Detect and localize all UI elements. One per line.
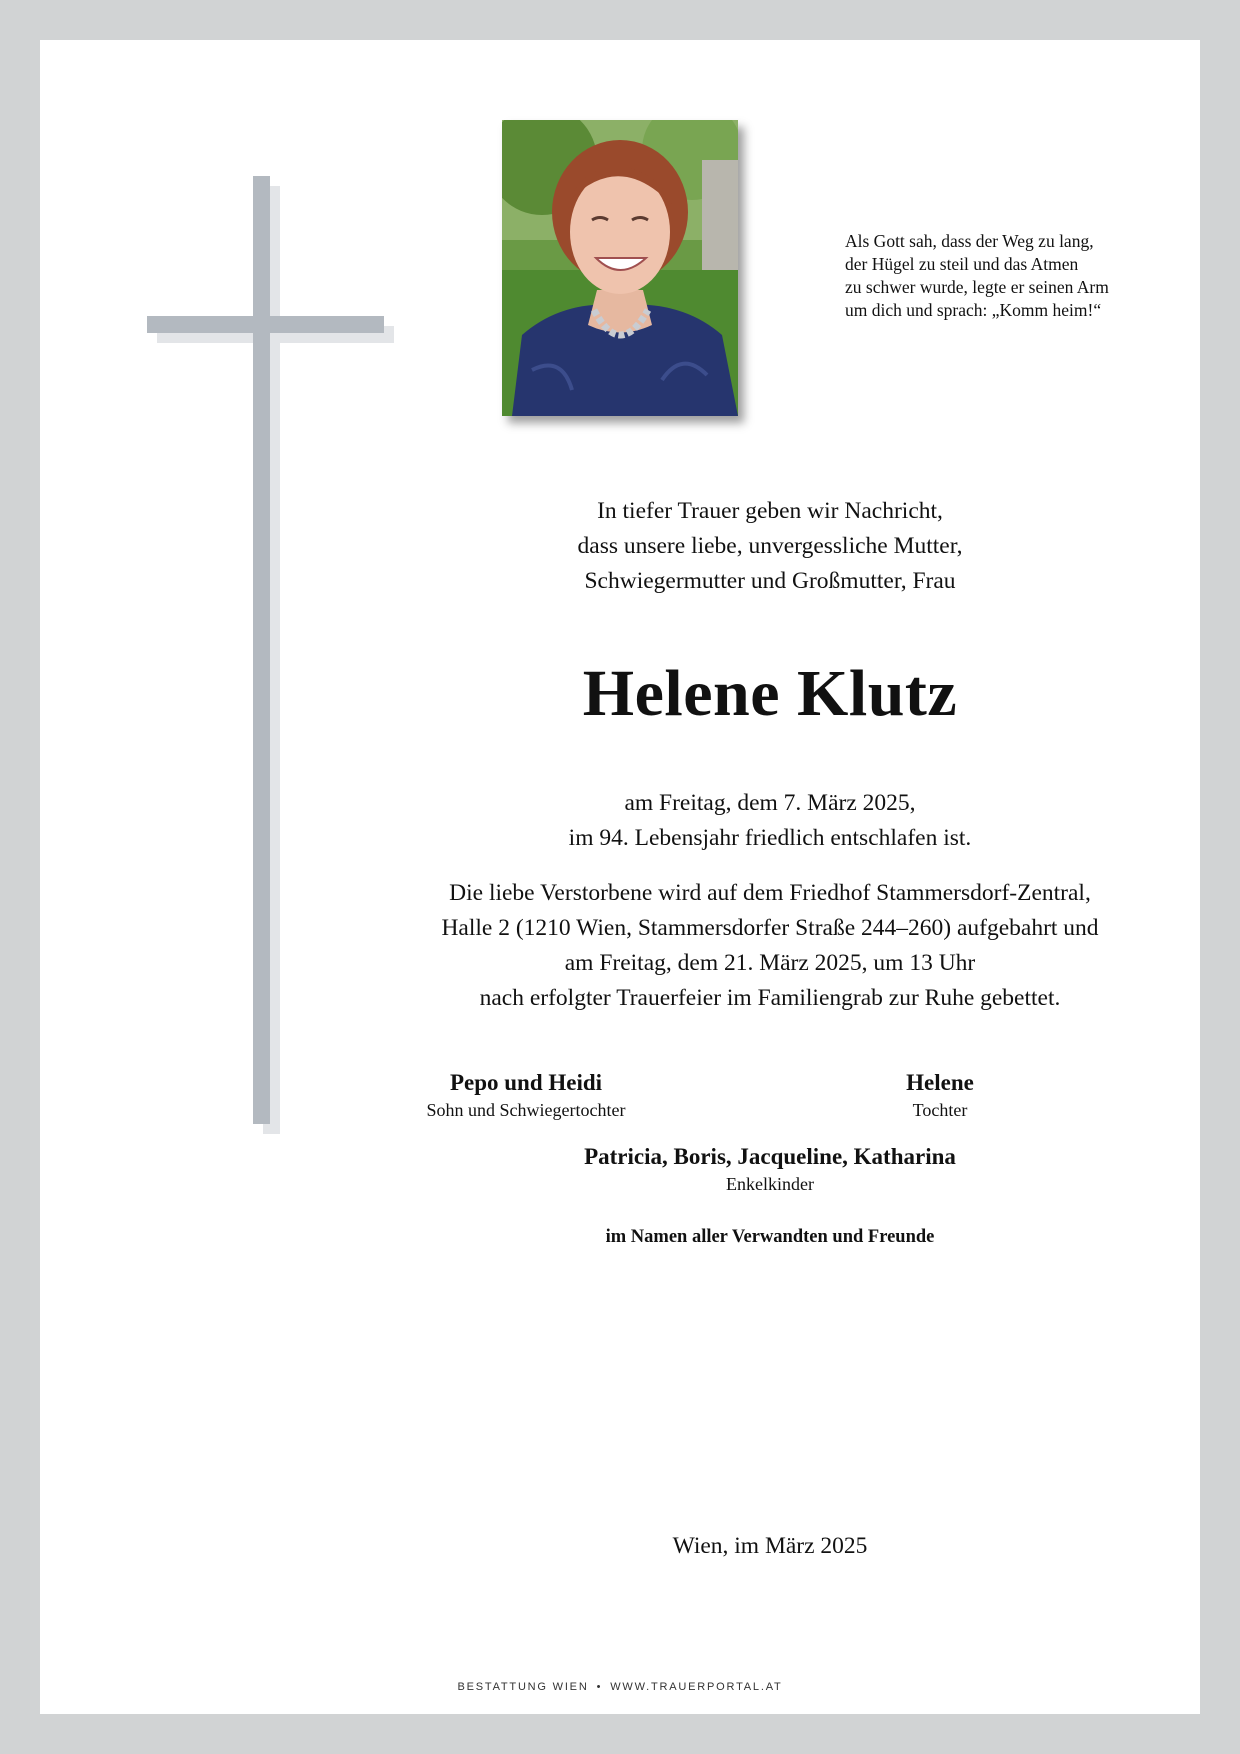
portrait-photo bbox=[502, 120, 738, 416]
footer bbox=[40, 1681, 1200, 1693]
cross-icon-horizontal-beam bbox=[147, 316, 384, 333]
poem-line: um dich und sprach: „Komm heim!“ bbox=[845, 300, 1102, 320]
mourner-relation: Sohn und Schwiegertochter bbox=[426, 1100, 626, 1120]
mourner-son bbox=[396, 1068, 656, 1122]
mourner-name: Pepo und Heidi bbox=[449, 1070, 603, 1095]
death-line: im 94. Lebensjahr friedlich entschlafen ist. bbox=[568, 825, 972, 851]
poem bbox=[845, 230, 1185, 322]
funeral-line: nach erfolgter Trauerfeier im Familiengrab zur Ruhe gebettet. bbox=[479, 985, 1061, 1011]
poem-line: Als Gott sah, dass der Weg zu lang, bbox=[845, 231, 1094, 251]
intro-line: In tiefer Trauer geben wir Nachricht, bbox=[597, 498, 943, 524]
funeral-info bbox=[340, 876, 1200, 1016]
obituary-page bbox=[40, 40, 1200, 1714]
deceased-name: Helene Klutz bbox=[582, 657, 958, 730]
poem-line: der Hügel zu steil und das Atmen bbox=[845, 254, 1079, 274]
mourner-daughter bbox=[860, 1068, 1020, 1122]
announcement-intro bbox=[340, 494, 1200, 599]
mourner-grandchildren bbox=[520, 1142, 1020, 1196]
mourner-name: Helene bbox=[906, 1070, 974, 1095]
footer-separator: • bbox=[596, 1681, 603, 1693]
funeral-line: Halle 2 (1210 Wien, Stammersdorfer Straße 244–260) aufgebahrt und bbox=[441, 915, 1099, 941]
death-line: am Freitag, dem 7. März 2025, bbox=[624, 790, 916, 816]
intro-line: dass unsere liebe, unvergessliche Mutter, bbox=[577, 533, 963, 559]
funeral-line: am Freitag, dem 21. März 2025, um 13 Uhr bbox=[564, 950, 976, 976]
poem-line: zu schwer wurde, legte er seinen Arm bbox=[845, 277, 1109, 297]
portrait-illustration bbox=[502, 120, 738, 416]
mourner-name: Patricia, Boris, Jacqueline, Katharina bbox=[584, 1144, 956, 1169]
place-date: Wien, im März 2025 bbox=[672, 1533, 868, 1559]
mourner-relation: Tochter bbox=[912, 1100, 968, 1120]
footer-brand: BESTATTUNG WIEN bbox=[457, 1681, 589, 1693]
death-info bbox=[340, 786, 1200, 856]
mourner-relation: Enkelkinder bbox=[726, 1174, 814, 1194]
intro-line: Schwiegermutter und Großmutter, Frau bbox=[584, 568, 956, 594]
footer-website-link[interactable]: WWW.TRAUERPORTAL.AT bbox=[610, 1681, 783, 1693]
closing-line: im Namen aller Verwandten und Freunde bbox=[605, 1227, 935, 1247]
funeral-line: Die liebe Verstorbene wird auf dem Friedhof Stammersdorf-Zentral, bbox=[449, 880, 1091, 906]
